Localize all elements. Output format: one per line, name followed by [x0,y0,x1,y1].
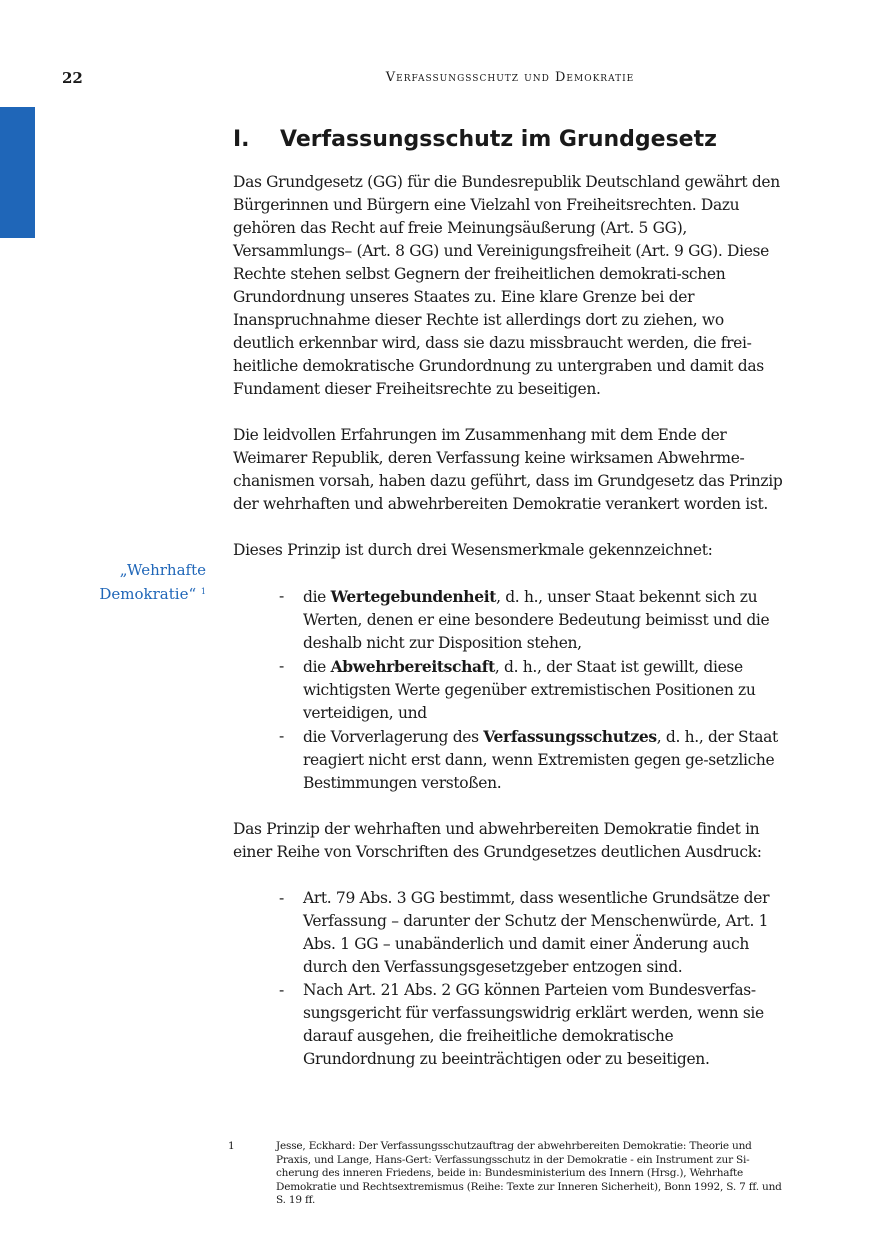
margin-note-line2: Demokratie“ [99,585,197,603]
articles-list [233,887,788,1071]
list-item: - die Abwehrbereitschaft, d. h., der Staat ist gewillt, diese wichtigsten Werte gegenüber extremistischen Positionen zu verteidigen, und [303,655,788,725]
list-item: - Nach Art. 21 Abs. 2 GG können Parteien vom Bundesverfas-sungsgericht für verfassungswidrig erklärt werden, wenn sie darauf ausgehen, die freiheitliche demokratische Grundordnung zu beeinträchtigen oder zu beseitigen. [303,979,788,1071]
margin-note-line1: „Wehrhafte [119,561,206,579]
paragraph-2: Die leidvollen Erfahrungen im Zusammenhang mit dem Ende der Weimarer Republik, deren Verfassung keine wirksamen Abwehrme-chanismen vorsah, haben dazu geführt, dass im Grundgesetz das Prinzip der wehrhaften und abwehrbereiten Demokratie verankert worden ist. [233,426,783,513]
paragraph-3: Dieses Prinzip ist durch drei Wesensmerkmale gekennzeichnet: [233,541,713,559]
bold-term: Wertegebundenheit [330,587,497,606]
section-title: Verfassungsschutz im Grundgesetz [280,127,717,152]
page-number: 22 [62,69,83,87]
paragraph-4: Das Prinzip der wehrhaften und abwehrbereiten Demokratie findet in einer Reihe von Vorschriften des Grundgesetzes deutlichen Ausdruck: [233,820,762,861]
list-item: - Art. 79 Abs. 3 GG bestimmt, dass wesentliche Grundsätze der Verfassung – darunter der Schutz der Menschenwürde, Art. 1 Abs. 1 GG – unabänderlich und damit einer Änderung auch durch den Verfassungsgesetzgeber entzogen sind. [303,887,788,979]
running-header: Verfassungsschutz und Demokratie [385,70,635,85]
list-item: - die Vorverlagerung des Verfassungsschutzes, d. h., der Staat reagiert nicht erst dann, wenn Extremisten gegen ge-setzliche Bestimmungen verstoßen. [303,725,788,795]
footnote-reference[interactable]: 1 [200,587,206,596]
margin-note [80,560,206,605]
list-item: - die Wertegebundenheit, d. h., unser Staat bekennt sich zu Werten, denen er eine besondere Bedeutung beimisst und die deshalb nicht zur Disposition stehen, [303,585,788,655]
section-tab-marker [0,107,35,238]
footnote [228,1140,788,1208]
paragraph-1: Das Grundgesetz (GG) für die Bundesrepublik Deutschland gewährt den Bürgerinnen und Bürgern eine Vielzahl von Freiheitsrechten. Dazu gehören das Recht auf freie Meinungsäußerung (Art. 5 GG), Versammlungs– (Art. 8 GG) und Vereinigungsfreiheit (Art. 9 GG). Diese Rechte stehen selbst Gegnern der freiheitlichen demokrati-schen Grundordnung unseres Staates zu. Eine klare Grenze bei der Inanspruchnahme dieser Rechte ist allerdings dort zu ziehen, wo deutlich erkennbar wird, dass sie dazu missbraucht werden, die frei-heitliche demokratische Grundordnung zu untergraben und damit das Fundament dieser Freiheitsrechte zu beseitigen. [233,173,780,398]
section-heading [233,125,788,155]
footnote-number: 1 [228,1140,235,1152]
characteristics-list [233,585,788,795]
footnote-text: Jesse, Eckhard: Der Verfassungsschutzauftrag der abwehrbereiten Demokratie: Theorie und Praxis, und Lange, Hans-Gert: Verfassungsschutz in der Demokratie - ein Instrument zur Si-cherung des inneren Friedens, beide in: Bundesministerium des Innern (Hrsg.), Wehrhafte Demokratie und Rechtsextremismus (Reihe: Texte zur Inneren Sicherheit), Bonn 1992, S. 7 ff. und S. 19 ff. [276,1140,782,1207]
section-number: I. [233,127,250,152]
bold-term: Verfassungsschutzes [483,727,657,746]
bold-term: Abwehrbereitschaft [330,657,495,676]
main-content [233,125,788,1094]
